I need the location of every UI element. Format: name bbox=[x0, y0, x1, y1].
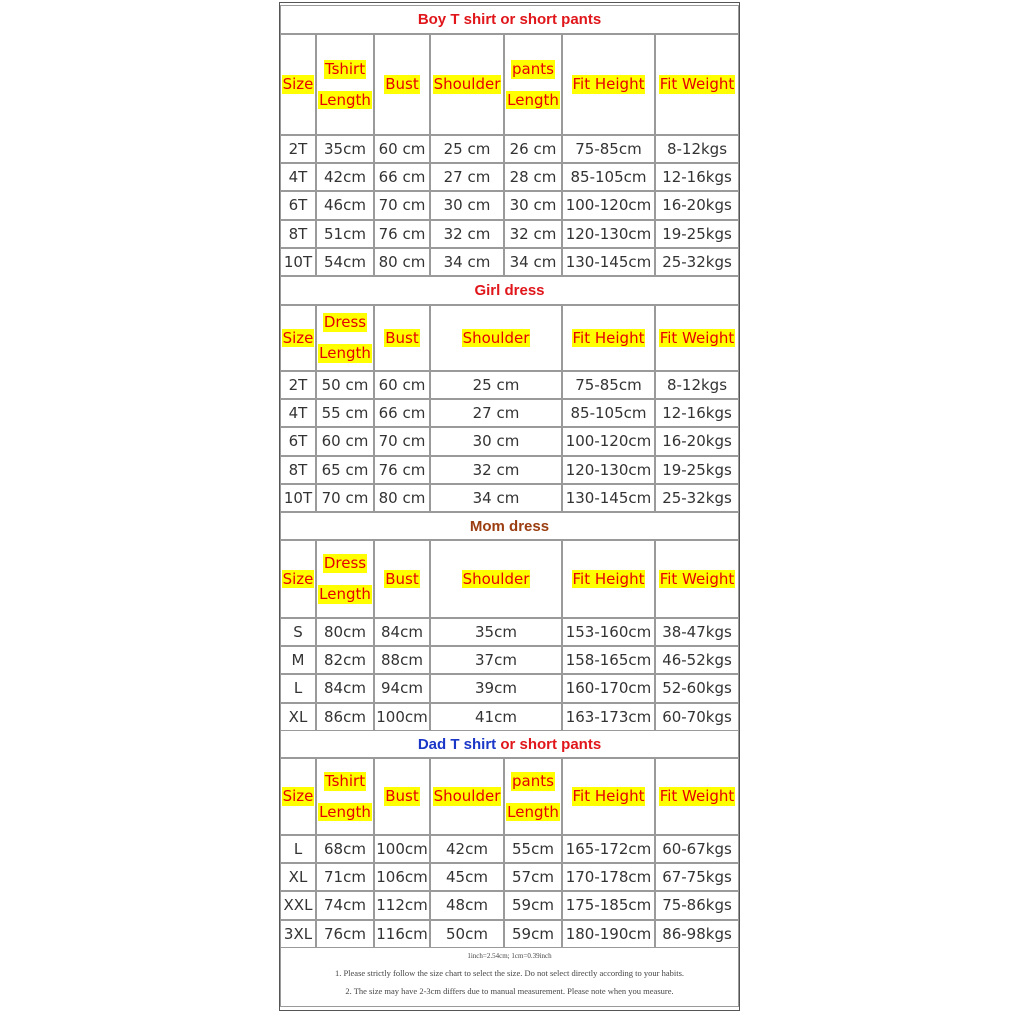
boy-header-bust bbox=[374, 34, 430, 135]
table-cell: 10T bbox=[280, 248, 316, 276]
header-label: Fit Height bbox=[572, 75, 645, 94]
dad-section-title bbox=[280, 730, 739, 758]
table-cell: 160-170cm bbox=[562, 674, 655, 702]
header-label: Length bbox=[507, 802, 559, 821]
table-cell: 37cm bbox=[430, 646, 562, 674]
table-cell: 68cm bbox=[316, 835, 374, 863]
girl-header-dress-length bbox=[316, 305, 374, 371]
header-label: Fit Weight bbox=[659, 75, 735, 94]
table-cell: 57cm bbox=[504, 863, 562, 891]
mom-header-bust bbox=[374, 540, 430, 618]
header-label: Fit Weight bbox=[659, 328, 735, 347]
table-cell: 106cm bbox=[374, 863, 430, 891]
dad-title-part: or short pants bbox=[496, 735, 602, 753]
table-cell: 84cm bbox=[316, 674, 374, 702]
boy-title-part: Boy T shirt or short pants bbox=[417, 11, 602, 28]
header-label: Dress bbox=[323, 313, 367, 332]
header-label: Size bbox=[282, 328, 314, 347]
table-cell: 3XL bbox=[280, 920, 316, 948]
girl-header-size bbox=[280, 305, 316, 371]
mom-title-part: Mom dress bbox=[469, 517, 550, 535]
table-cell: 28 cm bbox=[504, 163, 562, 191]
table-cell: 120-130cm bbox=[562, 456, 655, 484]
table-cell: 70 cm bbox=[374, 191, 430, 219]
table-cell: 46-52kgs bbox=[655, 646, 739, 674]
table-cell: S bbox=[280, 618, 316, 646]
table-cell: 76cm bbox=[316, 920, 374, 948]
table-cell: 34 cm bbox=[430, 484, 562, 512]
table-cell: XL bbox=[280, 863, 316, 891]
header-label: Length bbox=[319, 585, 371, 603]
table-cell: 170-178cm bbox=[562, 863, 655, 891]
table-cell: 60 cm bbox=[374, 371, 430, 399]
mom-section-title bbox=[280, 512, 739, 540]
table-cell: XXL bbox=[280, 891, 316, 919]
header-label: Fit Height bbox=[572, 787, 645, 806]
table-cell: 4T bbox=[280, 163, 316, 191]
header-label: Length bbox=[507, 90, 559, 109]
table-cell: 65 cm bbox=[316, 456, 374, 484]
size-note-2: 2. The size may have 2-3cm differs due to manual measurement. Please note when you measure. bbox=[345, 986, 674, 996]
table-cell: 10T bbox=[280, 484, 316, 512]
size-chart-table bbox=[279, 2, 740, 1011]
header-label: Tshirt bbox=[324, 771, 366, 790]
table-cell: 34 cm bbox=[430, 248, 504, 276]
table-cell: 86-98kgs bbox=[655, 920, 739, 948]
table-cell: L bbox=[280, 835, 316, 863]
table-cell: 85-105cm bbox=[562, 163, 655, 191]
header-label: Dress bbox=[323, 554, 367, 573]
table-cell: 45cm bbox=[430, 863, 504, 891]
table-cell: 50cm bbox=[430, 920, 504, 948]
table-cell: 35cm bbox=[316, 135, 374, 163]
table-cell: 82cm bbox=[316, 646, 374, 674]
table-cell: L bbox=[280, 674, 316, 702]
girl-header-fit-height bbox=[562, 305, 655, 371]
table-cell: 163-173cm bbox=[562, 703, 655, 731]
table-cell: M bbox=[280, 646, 316, 674]
header-label: Shoulder bbox=[462, 328, 530, 347]
table-cell: 51cm bbox=[316, 220, 374, 248]
table-cell: 42cm bbox=[430, 835, 504, 863]
table-cell: 75-85cm bbox=[562, 135, 655, 163]
table-cell: 76 cm bbox=[374, 220, 430, 248]
boy-section-title bbox=[280, 5, 739, 34]
table-cell: 32 cm bbox=[430, 456, 562, 484]
table-cell: 80 cm bbox=[374, 484, 430, 512]
table-cell: 54cm bbox=[316, 248, 374, 276]
table-cell: 25-32kgs bbox=[655, 484, 739, 512]
header-label: Bust bbox=[385, 328, 419, 347]
mom-header-fit-weight bbox=[655, 540, 739, 618]
table-cell: 84cm bbox=[374, 618, 430, 646]
table-cell: 165-172cm bbox=[562, 835, 655, 863]
dad-title-part: Dad T shirt bbox=[417, 735, 497, 753]
table-row bbox=[280, 248, 739, 276]
table-cell: 55cm bbox=[504, 835, 562, 863]
table-cell: 39cm bbox=[430, 674, 562, 702]
mom-header-fit-height bbox=[562, 540, 655, 618]
table-cell: 158-165cm bbox=[562, 646, 655, 674]
table-cell: 50 cm bbox=[316, 371, 374, 399]
size-note-1: 1. Please strictly follow the size chart to select the size. Do not select directly according to your habits. bbox=[334, 968, 685, 978]
table-cell: 35cm bbox=[430, 618, 562, 646]
header-label: Shoulder bbox=[462, 569, 530, 588]
girl-section-title bbox=[280, 276, 739, 305]
table-cell: 27 cm bbox=[430, 163, 504, 191]
table-cell: 2T bbox=[280, 135, 316, 163]
table-row bbox=[280, 891, 739, 919]
table-cell: 75-86kgs bbox=[655, 891, 739, 919]
table-cell: 2T bbox=[280, 371, 316, 399]
table-cell: 16-20kgs bbox=[655, 427, 739, 455]
header-label: Shoulder bbox=[433, 75, 501, 94]
table-cell: 19-25kgs bbox=[655, 456, 739, 484]
table-cell: 30 cm bbox=[504, 191, 562, 219]
table-cell: 100cm bbox=[374, 835, 430, 863]
header-label: Fit Height bbox=[572, 569, 645, 588]
boy-section-title-row bbox=[280, 5, 739, 34]
table-cell: 130-145cm bbox=[562, 248, 655, 276]
table-cell: 80 cm bbox=[374, 248, 430, 276]
table-row bbox=[280, 371, 739, 399]
girl-header-row bbox=[280, 305, 739, 371]
boy-header-row bbox=[280, 34, 739, 135]
table-row bbox=[280, 618, 739, 646]
boy-header-tshirt-length bbox=[316, 34, 374, 135]
table-cell: 180-190cm bbox=[562, 920, 655, 948]
table-cell: 75-85cm bbox=[562, 371, 655, 399]
boy-header-shoulder bbox=[430, 34, 504, 135]
header-label: Length bbox=[319, 344, 371, 362]
table-cell: XL bbox=[280, 703, 316, 731]
boy-header-fit-height bbox=[562, 34, 655, 135]
dad-header-fit-weight bbox=[655, 758, 739, 835]
table-cell: 67-75kgs bbox=[655, 863, 739, 891]
table-row bbox=[280, 835, 739, 863]
header-label: Size bbox=[282, 75, 314, 94]
table-cell: 59cm bbox=[504, 920, 562, 948]
table-row bbox=[280, 135, 739, 163]
table-cell: 16-20kgs bbox=[655, 191, 739, 219]
table-cell: 48cm bbox=[430, 891, 504, 919]
table-cell: 60 cm bbox=[316, 427, 374, 455]
header-label: Fit Weight bbox=[659, 787, 735, 806]
table-cell: 60-67kgs bbox=[655, 835, 739, 863]
table-row bbox=[280, 191, 739, 219]
table-row bbox=[280, 399, 739, 427]
table-cell: 175-185cm bbox=[562, 891, 655, 919]
table-cell: 60 cm bbox=[374, 135, 430, 163]
table-cell: 85-105cm bbox=[562, 399, 655, 427]
table-cell: 6T bbox=[280, 427, 316, 455]
table-cell: 8T bbox=[280, 220, 316, 248]
table-row bbox=[280, 427, 739, 455]
table-cell: 27 cm bbox=[430, 399, 562, 427]
table-cell: 130-145cm bbox=[562, 484, 655, 512]
table-cell: 86cm bbox=[316, 703, 374, 731]
table-cell: 42cm bbox=[316, 163, 374, 191]
header-label: pants bbox=[512, 771, 554, 790]
table-row bbox=[280, 456, 739, 484]
header-label: Length bbox=[319, 90, 371, 109]
boy-header-size bbox=[280, 34, 316, 135]
dad-header-shoulder bbox=[430, 758, 504, 835]
table-cell: 8-12kgs bbox=[655, 371, 739, 399]
table-cell: 70 cm bbox=[374, 427, 430, 455]
table-cell: 32 cm bbox=[504, 220, 562, 248]
table-cell: 30 cm bbox=[430, 427, 562, 455]
table-cell: 153-160cm bbox=[562, 618, 655, 646]
table-row bbox=[280, 863, 739, 891]
dad-header-row bbox=[280, 758, 739, 835]
table-row bbox=[280, 220, 739, 248]
dad-header-tshirt-length bbox=[316, 758, 374, 835]
table-cell: 46cm bbox=[316, 191, 374, 219]
girl-title-part: Girl dress bbox=[474, 282, 545, 299]
header-label: Bust bbox=[385, 787, 419, 806]
mom-header-dress-length bbox=[316, 540, 374, 618]
table-cell: 66 cm bbox=[374, 163, 430, 191]
table-row bbox=[280, 646, 739, 674]
table-cell: 19-25kgs bbox=[655, 220, 739, 248]
header-label: Bust bbox=[385, 569, 419, 588]
table-cell: 120-130cm bbox=[562, 220, 655, 248]
header-label: Size bbox=[282, 569, 314, 588]
boy-header-pants-length bbox=[504, 34, 562, 135]
table-row bbox=[280, 674, 739, 702]
girl-header-shoulder bbox=[430, 305, 562, 371]
table-cell: 59cm bbox=[504, 891, 562, 919]
table-row bbox=[280, 163, 739, 191]
table-cell: 94cm bbox=[374, 674, 430, 702]
header-label: Length bbox=[319, 802, 371, 821]
table-cell: 25 cm bbox=[430, 135, 504, 163]
table-cell: 12-16kgs bbox=[655, 163, 739, 191]
mom-header-shoulder bbox=[430, 540, 562, 618]
table-cell: 38-47kgs bbox=[655, 618, 739, 646]
header-label: Fit Weight bbox=[659, 569, 735, 588]
table-cell: 41cm bbox=[430, 703, 562, 731]
table-cell: 26 cm bbox=[504, 135, 562, 163]
table-cell: 100cm bbox=[374, 703, 430, 731]
table-cell: 55 cm bbox=[316, 399, 374, 427]
girl-header-fit-weight bbox=[655, 305, 739, 371]
size-notes bbox=[280, 947, 739, 1007]
mom-header-row bbox=[280, 540, 739, 618]
header-label: Fit Height bbox=[572, 328, 645, 347]
table-cell: 76 cm bbox=[374, 456, 430, 484]
unit-conversion-note: 1inch=2.54cm; 1cm=0.39inch bbox=[467, 952, 552, 960]
table-cell: 4T bbox=[280, 399, 316, 427]
table-row bbox=[280, 920, 739, 948]
table-cell: 34 cm bbox=[504, 248, 562, 276]
table-cell: 8-12kgs bbox=[655, 135, 739, 163]
header-label: pants bbox=[512, 59, 554, 78]
table-cell: 100-120cm bbox=[562, 427, 655, 455]
table-cell: 71cm bbox=[316, 863, 374, 891]
dad-header-size bbox=[280, 758, 316, 835]
table-cell: 74cm bbox=[316, 891, 374, 919]
mom-section-title-row bbox=[280, 512, 739, 540]
table-row bbox=[280, 484, 739, 512]
table-cell: 100-120cm bbox=[562, 191, 655, 219]
table-cell: 70 cm bbox=[316, 484, 374, 512]
table-cell: 88cm bbox=[374, 646, 430, 674]
boy-header-fit-weight bbox=[655, 34, 739, 135]
table-cell: 30 cm bbox=[430, 191, 504, 219]
table-cell: 112cm bbox=[374, 891, 430, 919]
table-cell: 52-60kgs bbox=[655, 674, 739, 702]
table-cell: 25 cm bbox=[430, 371, 562, 399]
girl-section-title-row bbox=[280, 276, 739, 305]
table-row bbox=[280, 703, 739, 731]
header-label: Shoulder bbox=[433, 787, 501, 806]
table-cell: 12-16kgs bbox=[655, 399, 739, 427]
dad-section-title-row bbox=[280, 730, 739, 758]
table-cell: 6T bbox=[280, 191, 316, 219]
mom-header-size bbox=[280, 540, 316, 618]
dad-header-bust bbox=[374, 758, 430, 835]
dad-header-fit-height bbox=[562, 758, 655, 835]
table-cell: 116cm bbox=[374, 920, 430, 948]
girl-header-bust bbox=[374, 305, 430, 371]
table-cell: 60-70kgs bbox=[655, 703, 739, 731]
header-label: Tshirt bbox=[324, 59, 366, 78]
table-cell: 25-32kgs bbox=[655, 248, 739, 276]
table-cell: 80cm bbox=[316, 618, 374, 646]
table-cell: 66 cm bbox=[374, 399, 430, 427]
dad-header-pants-length bbox=[504, 758, 562, 835]
table-cell: 32 cm bbox=[430, 220, 504, 248]
header-label: Bust bbox=[385, 75, 419, 94]
table-cell: 8T bbox=[280, 456, 316, 484]
header-label: Size bbox=[282, 787, 314, 806]
